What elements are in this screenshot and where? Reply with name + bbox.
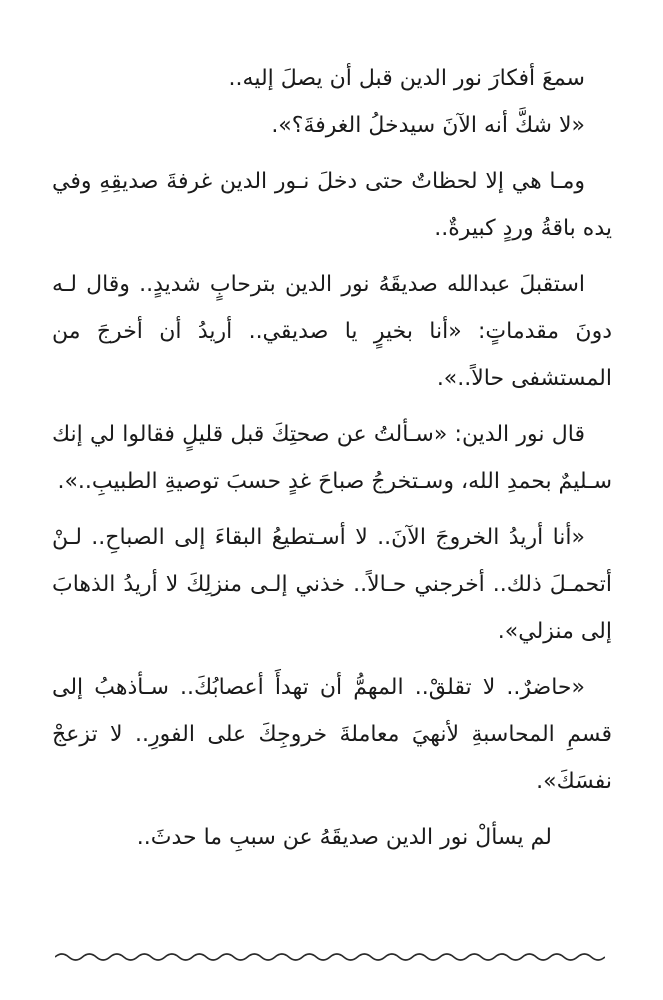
paragraph-2: «لا شكَّ أنه الآنَ سيدخلُ الغرفةَ؟».	[271, 113, 585, 138]
paragraph-8: لم يسألْ نور الدين صديقَهُ عن سببِ ما حدثَ..	[136, 825, 552, 850]
paragraph-6: «أنا أريدُ الخروجَ الآنَ.. لا أسـتطيعُ البقاءَ إلى الصباحِ.. لـنْ أتحمـلَ ذلك.. أخرجني حـالاً.. خذني إلـى منزلِكَ لا أريدُ الذهابَ إلى منزلي».	[52, 525, 612, 644]
story-text	[52, 55, 612, 861]
paragraph-5: قال نور الدين: «سـألتُ عن صحتِكَ قبل قليلٍ فقالوا لي إنك سـليمٌ بحمدِ الله، وسـتخرجُ صباحَ غدٍ حسبَ توصيةِ الطبيبِ..».	[52, 422, 612, 494]
paragraph-7: «حاضرٌ.. لا تقلقْ.. المهمُّ أن تهدأَ أعصابُكَ.. سـأذهبُ إلى قسمِ المحاسبةِ لأنهيَ معاملةَ خروجِكَ على الفورِ.. لا تزعجْ نفسَكَ».	[52, 675, 612, 794]
paragraph-4: استقبلَ عبدالله صديقَهُ نور الدين بترحابٍ شديدٍ.. وقال لـه دونَ مقدماتٍ: «أنا بخيرٍ يا صديقي.. أريدُ أن أخرجَ من المستشفى حالاً..».	[52, 272, 612, 391]
wavy-divider	[55, 948, 605, 966]
paragraph-1: سمعَ أفكارَ نور الدين قبل أن يصلَ إليه..	[228, 66, 585, 91]
paragraph-3: ومـا هي إلا لحظاتٌ حتى دخلَ نـور الدين غرفةَ صديقِهِ وفي يده باقةُ وردٍ كبيرةٌ..	[52, 169, 612, 241]
